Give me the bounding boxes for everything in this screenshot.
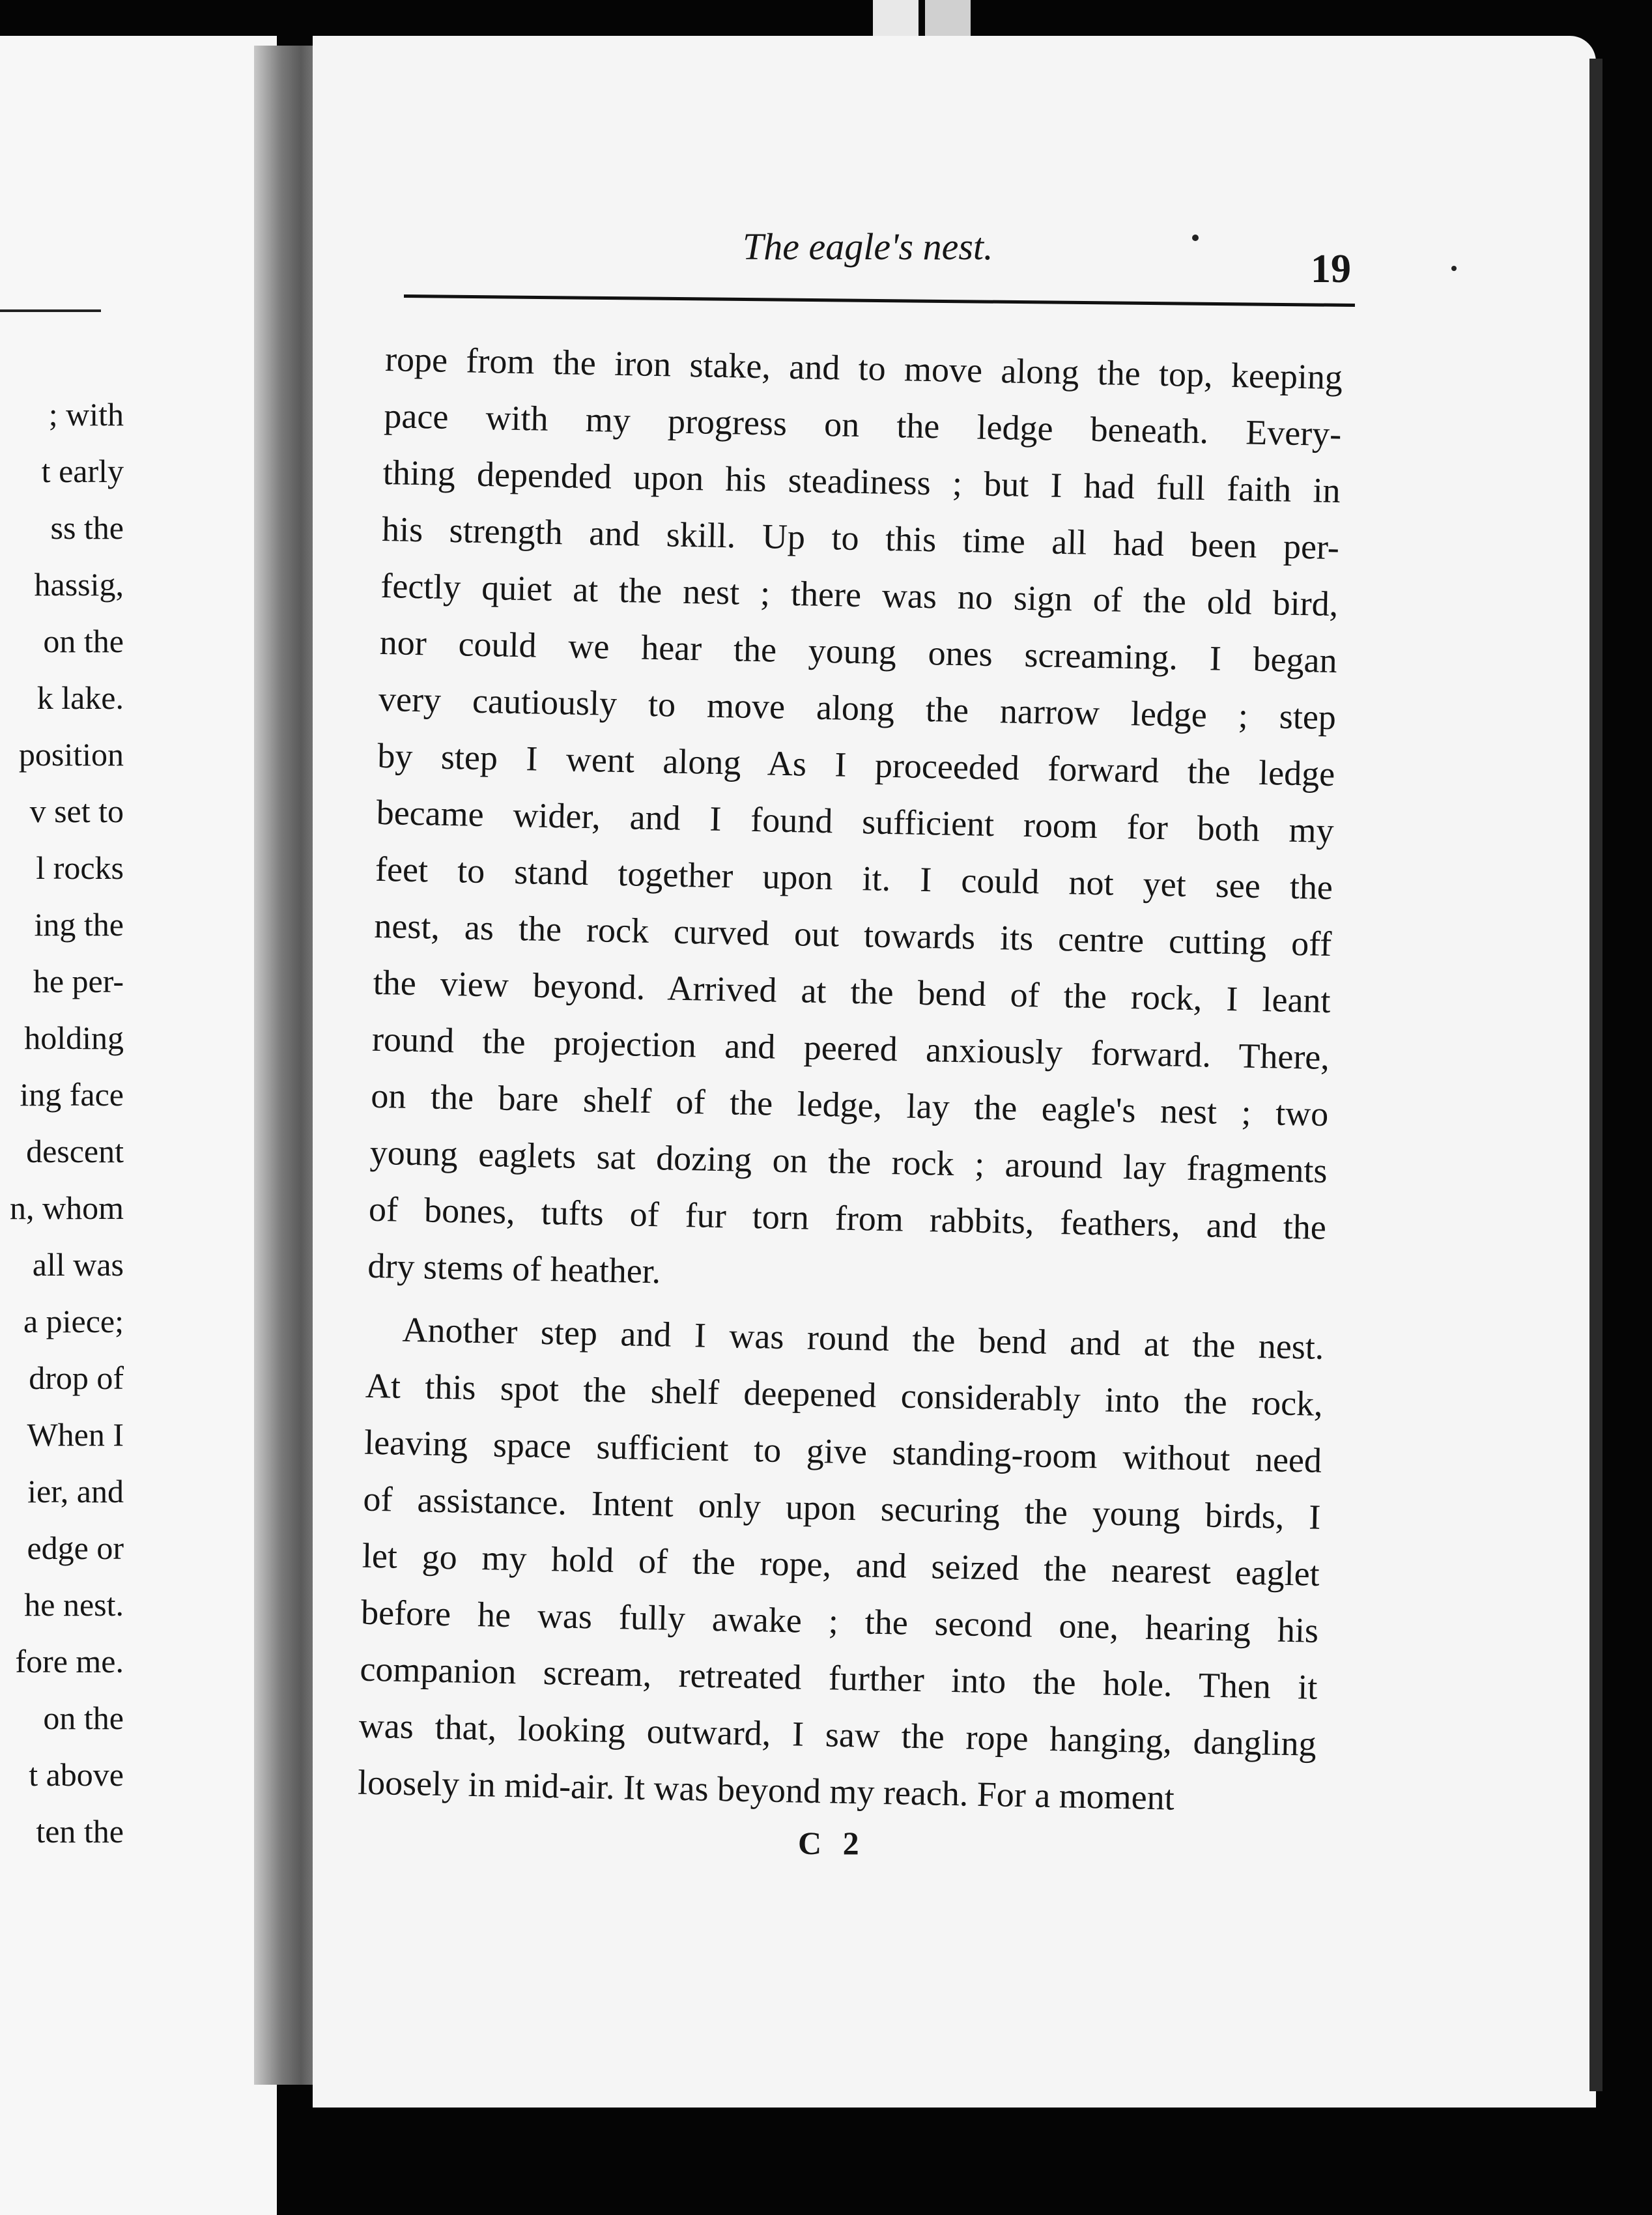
text-line: loosely in mid-air. It was beyond my reach. For a moment	[357, 1762, 1175, 1818]
left-page-line: he per-	[33, 963, 124, 999]
running-head-title: The eagle's nest.	[743, 225, 993, 268]
paragraph	[367, 331, 1343, 1313]
left-page-line: ; with	[48, 396, 124, 433]
left-page	[0, 36, 277, 2215]
text-line: rope from the iron stake, and to move along the top, keeping	[384, 339, 1343, 397]
left-page-line: n, whom	[10, 1190, 124, 1226]
text-line: thing depended upon his steadiness ; but I had full faith in	[382, 452, 1341, 511]
text-line: nest, as the rock curved out towards its centre cutting off	[373, 906, 1332, 964]
text-line: became wider, and I found sufficient room for both my	[376, 792, 1335, 851]
specks	[1192, 235, 1199, 241]
text-line: of assistance. Intent only upon securing the young birds, I	[363, 1479, 1321, 1537]
left-page-line: fore me.	[15, 1643, 124, 1679]
specks	[1451, 266, 1457, 271]
left-page-line: edge or	[27, 1530, 124, 1566]
left-page-line: holding	[24, 1020, 124, 1056]
left-page-line: all was	[32, 1246, 124, 1283]
left-page-line: ier, and	[27, 1473, 124, 1509]
left-page-line: on the	[43, 623, 124, 659]
left-page-line: position	[18, 736, 124, 773]
left-page-line: on the	[43, 1700, 124, 1736]
left-page-line: ing face	[20, 1076, 124, 1113]
text-line: companion scream, retreated further into the hole. Then it	[359, 1649, 1318, 1707]
left-page-text	[10, 386, 124, 1860]
text-line: dry stems of heather.	[367, 1246, 661, 1291]
page-edge	[1589, 59, 1602, 2091]
text-line: At this spot the shelf deepened considerably into the rock,	[365, 1365, 1324, 1423]
text-line: leaving space sufficient to give standing-room without need	[363, 1422, 1322, 1480]
text-line: young eaglets sat dozing on the rock ; around lay fragments	[369, 1132, 1328, 1190]
binding-edge	[873, 0, 919, 36]
left-page-line: When I	[27, 1416, 124, 1453]
left-page-line: t above	[29, 1756, 124, 1793]
text-line: pace with my progress on the ledge beneath. Every-	[383, 395, 1342, 454]
left-page-line: ing the	[34, 906, 124, 943]
text-line: fectly quiet at the nest ; there was no sign of the old bird,	[380, 565, 1339, 624]
text-line: Another step and I was round the bend and at the nest.	[402, 1309, 1324, 1367]
left-page-line: he nest.	[24, 1586, 124, 1623]
left-page-line: a piece;	[23, 1303, 124, 1339]
left-header-rule	[0, 309, 101, 312]
text-line: his strength and skill. Up to this time all had been per-	[381, 509, 1340, 567]
left-page-line: ten the	[36, 1813, 124, 1850]
text-line: nor could we hear the young ones screaming. I began	[379, 622, 1338, 681]
left-page-line: l rocks	[36, 850, 124, 886]
left-page-line: descent	[26, 1133, 124, 1169]
text-line: on the bare shelf of the ledge, lay the eagle's nest ; two	[370, 1076, 1329, 1134]
text-line: by step I went along As I proceeded forward the ledge	[377, 736, 1335, 794]
text-line: very cautiously to move along the narrow ledge ; step	[378, 679, 1337, 737]
paragraph	[357, 1301, 1324, 1829]
text-line: let go my hold of the rope, and seized the nearest eaglet	[362, 1536, 1320, 1593]
left-page-line: v set to	[29, 793, 124, 829]
left-page-line: t early	[41, 453, 124, 489]
text-line: of bones, tufts of fur torn from rabbits, feathers, and the	[368, 1189, 1327, 1247]
text-line: feet to stand together upon it. I could not yet see the	[375, 849, 1333, 907]
text-line: before he was fully awake ; the second one, hearing his	[360, 1592, 1319, 1650]
body-text	[357, 331, 1343, 1829]
left-page-line: k lake.	[36, 679, 124, 716]
left-page-line: ss the	[50, 509, 124, 546]
text-line: was that, looking outward, I saw the rope hanging, dangling	[358, 1706, 1317, 1764]
page-number: 19	[1311, 247, 1351, 291]
left-page-line: drop of	[29, 1360, 124, 1396]
text-line: round the projection and peered anxiously forward. There,	[371, 1019, 1330, 1078]
signature-mark: C 2	[798, 1825, 866, 1861]
left-page-line: hassig,	[34, 566, 124, 603]
binding-edge	[925, 0, 971, 36]
text-line: the view beyond. Arrived at the bend of the rock, I leant	[373, 962, 1332, 1021]
